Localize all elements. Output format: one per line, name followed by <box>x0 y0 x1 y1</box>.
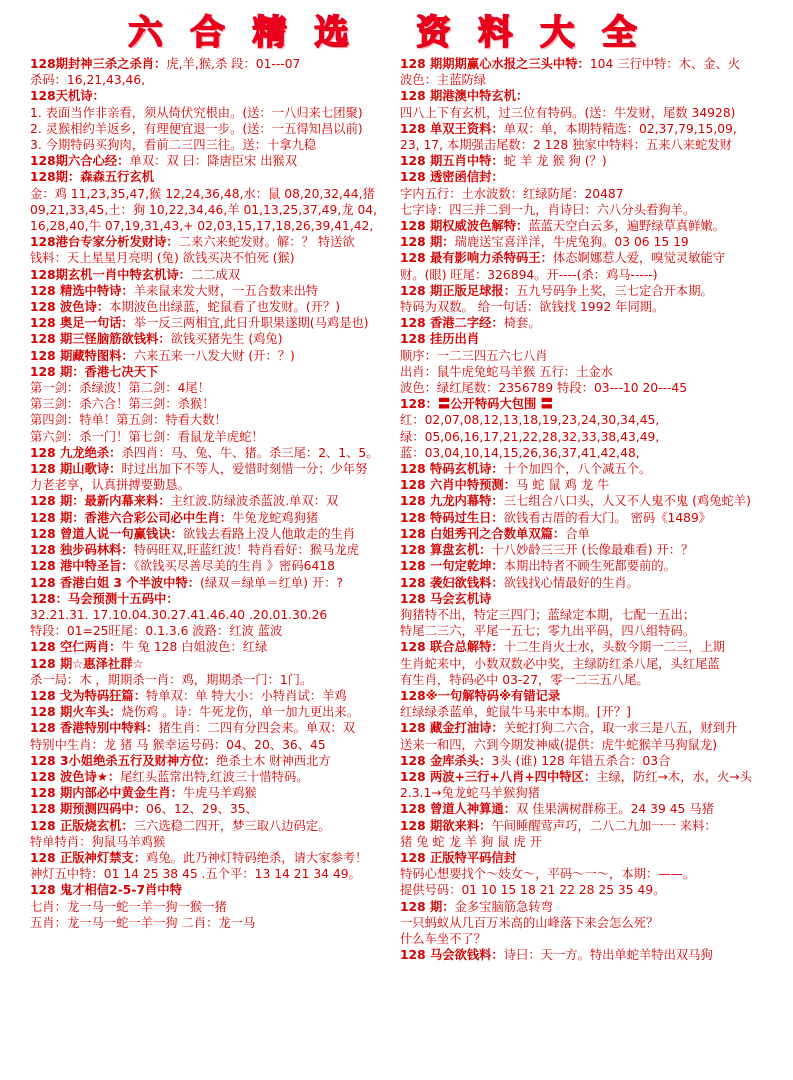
item-heading: 128 期山歌诗： <box>30 462 122 477</box>
text-line <box>30 412 418 428</box>
item-content: 23, 17, 本期强击尾数：2 128 独家中特料：五来八来蛇发财 <box>400 138 732 153</box>
item-content: 五九号码争上奖，三七定合开本期。 <box>516 283 713 298</box>
text-line <box>400 931 788 947</box>
text-line <box>30 688 418 704</box>
text-line <box>30 720 418 736</box>
item-heading: 128 鬼才相信2-5-7肖中特 <box>30 883 182 898</box>
text-line <box>400 672 788 688</box>
item-content: 双 佳果满树群称王。24 39 45 马猪 <box>516 802 714 817</box>
item-content: 字内五行：土水波数：红绿防尾：20487 <box>400 186 624 201</box>
text-line <box>30 656 418 672</box>
item-content: 第六剑：杀一门！第七剑：看鼠龙羊虎蛇！ <box>30 429 264 444</box>
item-heading: 128 期港澳中特玄机： <box>400 89 529 104</box>
item-content: 欲钱找心情最好的生肖。 <box>503 575 640 590</box>
text-line <box>30 899 418 915</box>
item-heading: 128 期期期赢心水报之三头中特： <box>400 57 590 71</box>
item-heading: 128 期预测四码中： <box>30 802 147 817</box>
text-line <box>30 364 418 380</box>
item-content: 尾红头蓝常出特,红波三十惜特码。 <box>120 769 309 784</box>
item-heading: 128 九龙绝杀： <box>30 445 122 460</box>
item-heading: 128 马会玄机诗 <box>400 591 492 606</box>
item-content: 椅套。 <box>503 316 541 331</box>
text-line <box>30 558 418 574</box>
item-content: 第四剑：特单！第五剑：特看大数！ <box>30 413 227 428</box>
item-heading: 128 香港白姐 3 个半波中特： <box>30 575 201 590</box>
item-content: 猪 兔 蛇 龙 羊 狗 鼠 虎 开 <box>400 834 542 849</box>
text-line <box>30 331 418 347</box>
item-heading: 128 期☆惠泽社群☆ <box>30 656 144 671</box>
text-line <box>30 493 418 509</box>
text-line <box>30 186 418 202</box>
text-line <box>400 283 788 299</box>
text-line <box>30 283 418 299</box>
item-content: (绿双＝绿单＝红单) 开：? <box>200 575 344 590</box>
item-content: 杀码：16,21,43,46, <box>30 73 146 88</box>
text-line <box>400 493 788 509</box>
item-heading: 128 一句定乾坤： <box>400 559 504 574</box>
item-content: 主绿，防红→木，水，火→头 <box>596 769 753 784</box>
item-content: 十二生肖火土水，头数今期一二三，上期 <box>503 640 726 655</box>
item-content: 十个加四个，八个减五个。 <box>503 462 652 477</box>
item-content: 2.3.1→兔龙蛇马羊猴狗猪 <box>400 786 540 801</box>
item-heading: 128期封神三杀之杀肖： <box>30 57 167 71</box>
item-heading: 128 期内部必中黄金生肖： <box>30 786 183 801</box>
item-content: 波色：主蓝防绿 <box>400 73 487 88</box>
item-content: 3. 今期特码买狗肉，看前二三四三往。送：十拿九稳 <box>30 138 317 153</box>
item-heading: 128 香港二字经： <box>400 316 504 331</box>
item-content: 七字诗：四三并二到一九，肖诗曰：六八分头看狗羊。 <box>400 202 696 217</box>
text-line <box>400 477 788 493</box>
item-heading: 128 最有影响力杀特码王： <box>400 251 553 266</box>
text-line <box>400 704 788 720</box>
text-line <box>400 56 788 72</box>
item-content: 104 三行中特：木、金、火 <box>589 57 741 71</box>
item-heading: 128期玄机一肖中特玄机诗： <box>30 267 191 282</box>
text-line <box>400 526 788 542</box>
item-heading: 128 袭妇欲钱料： <box>400 575 504 590</box>
text-line <box>400 720 788 736</box>
text-line <box>30 769 418 785</box>
item-content: 马 蛇 鼠 鸡 龙 牛 <box>516 478 610 493</box>
text-line <box>400 121 788 137</box>
text-line <box>30 250 418 266</box>
item-heading: 128 正版烧玄机： <box>30 818 134 833</box>
item-content: 《欲钱买尽善尽美的生肖 》密码6418 <box>133 559 335 574</box>
item-content: 羊来鼠来发大财，一五合数来出特 <box>133 283 319 298</box>
item-content: 杀四肖：马、兔、牛、猪。杀三尾：2、1、5。 <box>121 445 379 460</box>
text-line <box>30 72 418 88</box>
text-line <box>30 477 418 493</box>
item-content: 特单双：单 特大小：小特肖试：羊鸡 <box>146 688 347 703</box>
item-heading: 128 港中特圣旨： <box>30 559 134 574</box>
item-heading: 128 白姐秀刊之合数单双篇： <box>400 526 566 541</box>
text-line <box>30 623 418 639</box>
text-line <box>30 672 418 688</box>
item-heading: 128 期火车头： <box>30 705 122 720</box>
text-line <box>400 299 788 315</box>
text-line <box>400 105 788 121</box>
item-content: 三七组合八口头，人又不人鬼不鬼 (鸡兔蛇羊) <box>503 494 751 509</box>
item-heading: 128 挂历出肖 <box>400 332 480 347</box>
item-content: 午间睡醒莺声巧，二八二九加一一 来料： <box>491 818 717 833</box>
item-heading: 128 正版特平码信封 <box>400 850 517 865</box>
item-content: 牛 兔 128 白姐波色：红绿 <box>121 640 268 655</box>
item-content: 牛兔龙蛇鸡狗猪 <box>232 510 319 525</box>
item-heading: 128 期：香港六合彩公司必中生肖： <box>30 510 233 525</box>
item-heading: 128期：森森五行玄机 <box>30 170 155 185</box>
item-content: 举一反三两相宜,此日升职果遂期(马鸡是也) <box>133 316 369 331</box>
item-heading: 128 六肖中特预测： <box>400 478 517 493</box>
item-content: 鸡兔。此乃神灯特码绝杀，请大家参考！ <box>146 850 368 865</box>
item-content: 送来一和四，六到今期发神威(提供：虎牛蛇猴羊马狗鼠龙) <box>400 737 718 752</box>
item-heading: 128：〓公开特码大包围 〓 <box>400 397 553 412</box>
text-line <box>30 882 418 898</box>
item-heading: 128港台专家分析发财诗： <box>30 235 179 250</box>
item-content: 06、12、29、35、 <box>146 802 258 817</box>
item-content: 神灯五中特：01 14 25 38 45 .五个平：13 14 21 34 49。 <box>30 867 361 882</box>
text-line <box>400 575 788 591</box>
item-content: 绿：05,06,16,17,21,22,28,32,33,38,43,49, <box>400 429 660 444</box>
text-line <box>30 234 418 250</box>
item-heading: 128 期五肖中特： <box>400 154 504 169</box>
item-content: 欲钱去看路上没人他敢走的生肖 <box>182 526 356 541</box>
text-line <box>400 364 788 380</box>
text-line <box>30 801 418 817</box>
text-line <box>400 656 788 672</box>
item-content: 时过出加下不等人，爱惜时刻惜一分；少年努 <box>121 462 368 477</box>
text-line <box>400 88 788 104</box>
item-content: 二来六来蛇发财。解：？ 特送欲 <box>178 235 355 250</box>
item-content: 1. 表面当作非亲看，须从倚伏究根由。(送：一八归来七团聚) <box>30 105 363 120</box>
item-heading: 128 波色诗： <box>30 300 110 315</box>
item-heading: 128 单双王资料： <box>400 121 504 136</box>
text-line <box>400 818 788 834</box>
text-line <box>30 834 418 850</box>
text-line <box>400 688 788 704</box>
text-line <box>30 348 418 364</box>
item-content: 合单 <box>565 526 590 541</box>
item-heading: 128 期权威波色解特： <box>400 219 529 234</box>
text-line <box>30 639 418 655</box>
item-content: 特别中生肖：龙 猪 马 猴幸运号码：04、20、36、45 <box>30 737 326 752</box>
text-line <box>30 737 418 753</box>
item-content: 欲钱买猪先生 (鸡兔) <box>170 332 283 347</box>
item-content: 金多宝脑筋急转弯 <box>454 899 553 914</box>
item-heading: 128 期： <box>400 899 455 914</box>
text-line <box>30 575 418 591</box>
text-line <box>30 461 418 477</box>
item-heading: 128 奥足一句话： <box>30 316 134 331</box>
item-heading: 128 算盘玄机： <box>400 543 492 558</box>
item-content: 虎,羊,猴,杀 段：01---07 <box>166 57 301 71</box>
item-heading: 128 期： <box>400 235 455 250</box>
item-content: 特码心想要找个～妓女～，平码～一～，本期：——。 <box>400 867 696 882</box>
item-heading: 128 透密函信封： <box>400 170 504 185</box>
text-line <box>400 639 788 655</box>
item-content: 牛虎马羊鸡猴 <box>182 786 257 801</box>
item-heading: 128 期正版足球报： <box>400 283 517 298</box>
item-content: 杀一局：木 ，期期杀一肖：鸡，期期杀一门：1门。 <box>30 672 313 687</box>
text-line <box>400 882 788 898</box>
text-line <box>30 785 418 801</box>
item-content: 什么车坐不了？ <box>400 931 487 946</box>
text-line <box>400 396 788 412</box>
text-line <box>400 380 788 396</box>
item-content: 四八上下有玄机，过三位有特码。(送：牛发财，尾数 34928) <box>400 105 736 120</box>
text-line <box>30 121 418 137</box>
text-line <box>400 623 788 639</box>
text-line <box>400 753 788 769</box>
text-line <box>400 169 788 185</box>
text-line <box>30 380 418 396</box>
item-heading: 128 特码过生日： <box>400 510 504 525</box>
item-content: 蓝蓝天空白云多，遍野绿草真鲜嫩。 <box>528 219 726 234</box>
text-line <box>400 558 788 574</box>
item-content: 五肖：龙一马一蛇一羊一狗 二肖：龙一马 <box>30 915 256 930</box>
text-line <box>400 137 788 153</box>
item-content: 金：鸡 11,23,35,47,猴 12,24,36,48,水：鼠 08,20,32,44,猪 <box>30 186 375 201</box>
item-content: 红：02,07,08,12,13,18,19,23,24,30,34,45, <box>400 413 660 428</box>
text-line <box>400 947 788 963</box>
item-content: 二二成双 <box>190 267 241 282</box>
item-heading: 128天机诗： <box>30 89 105 104</box>
item-heading: 128 期三怪脑筋欲钱料： <box>30 332 171 347</box>
text-line <box>30 607 418 623</box>
text-line <box>400 429 788 445</box>
text-line <box>30 299 418 315</box>
text-line <box>400 250 788 266</box>
text-line <box>400 542 788 558</box>
item-content: 瑞鹿送宝喜洋洋，牛虎兔狗。03 06 15 19 <box>454 235 689 250</box>
item-content: 32.21.31. 17.10.04.30.27.41.46.40 .20.01.30.26 <box>30 607 328 622</box>
item-content: 猪生肖：二四有分四会来。单双：双 <box>158 721 356 736</box>
text-line <box>30 105 418 121</box>
text-line <box>30 202 418 218</box>
text-line <box>30 429 418 445</box>
item-content: 第一剑：杀绿波！第二剑：4尾！ <box>30 381 210 396</box>
item-content: 一只蚂蚁从几百万米高的山峰落下来会怎么死？ <box>400 915 659 930</box>
item-heading: 128 精选中特诗： <box>30 283 134 298</box>
text-line <box>30 591 418 607</box>
text-line <box>30 445 418 461</box>
page-banner <box>0 0 793 58</box>
text-line <box>400 915 788 931</box>
item-content: 16,28,40,牛 07,19,31,43,+ 02,03,15,17,18,26,39,41,42, <box>30 219 374 234</box>
item-heading: 128 金库杀头： <box>400 753 492 768</box>
right-column <box>400 56 788 1076</box>
banner-title: 六合精选 资料大全 <box>128 12 665 53</box>
item-heading: 128 正版神灯禁支： <box>30 850 147 865</box>
text-line <box>400 866 788 882</box>
text-line <box>400 186 788 202</box>
item-heading: 128 独步码林料： <box>30 543 134 558</box>
item-content: 体态婀娜惹人爱，嗅觉灵敏能守 <box>552 251 726 266</box>
item-heading: 128 期藏特图料： <box>30 348 134 363</box>
item-content: 七肖：龙一马一蛇一羊一狗一猴一猪 <box>30 899 227 914</box>
item-heading: 128 期：香港七决天下 <box>30 364 159 379</box>
item-content: 3头 (谁) 128 年错五杀合：03合 <box>491 753 671 768</box>
text-line <box>30 818 418 834</box>
item-content: 钱料：天上星星月亮明 (兔) 欲钱买决不怕死 (猴) <box>30 251 295 266</box>
item-content: 蛇 羊 龙 猴 狗 (？) <box>503 154 607 169</box>
item-heading: 128 3小姐绝杀五行及财神方位： <box>30 753 217 768</box>
item-content: 有生肖，特码必中 03-27，零一二三五八尾。 <box>400 672 649 687</box>
item-heading: 128 曾道人说一句赢钱诀： <box>30 526 183 541</box>
item-content: 09,21,33,45,土：狗 10,22,34,46,羊 01,13,25,37,49,龙 04, <box>30 202 377 217</box>
item-content: 波色：绿红尾数：2356789 特段：03---10 20---45 <box>400 381 688 396</box>
text-line <box>400 591 788 607</box>
item-heading: 128 香港特别中特料： <box>30 721 159 736</box>
item-content: 生肖蛇来中，小数双数必中奖，主绿防红杀八尾，头红尾蓝 <box>400 656 720 671</box>
text-line <box>400 315 788 331</box>
item-content: 主红波.防绿波杀蓝波.单双：双 <box>170 494 339 509</box>
item-content: 诗曰：天一方。特出单蛇羊特出双马狗 <box>503 948 713 963</box>
item-heading: 128 戈为特码狂篇： <box>30 688 147 703</box>
left-column <box>30 56 418 1076</box>
text-line <box>400 72 788 88</box>
text-line <box>30 153 418 169</box>
item-heading: 128 期：最新内幕来料： <box>30 494 171 509</box>
text-line <box>30 56 418 72</box>
text-line <box>30 88 418 104</box>
text-line <box>400 412 788 428</box>
item-content: 单双：双 曰：降唐臣宋 出猴双 <box>129 154 298 169</box>
text-line <box>30 866 418 882</box>
item-content: 烧伤鸡 。诗：牛死龙伤，单一加九更出来。 <box>121 705 359 720</box>
text-line <box>400 218 788 234</box>
item-heading: 128※一句解特码※有错记录 <box>400 688 561 703</box>
item-content: 蓝：03,04,10,14,15,26,36,37,41,42,48, <box>400 445 640 460</box>
text-line <box>400 461 788 477</box>
item-content: 本期出特者不顾生死都要前的。 <box>503 559 676 574</box>
text-line <box>30 704 418 720</box>
item-heading: 128 波色诗★： <box>30 769 121 784</box>
item-content: 特尾二三六，平尾一五七；零九出平码，四八组特码。 <box>400 624 696 639</box>
item-content: 单双：单，本期特精选：02,37,79,15,09, <box>503 121 737 136</box>
text-line <box>400 445 788 461</box>
item-content: 第三剑：杀六合！第三剑：杀猴！ <box>30 397 215 412</box>
item-heading: 128 期欲来料： <box>400 818 492 833</box>
item-content: 特段：01=25旺尾：0.1.3.6 波路：红波 蓝波 <box>30 624 283 639</box>
item-content: 十八妙龄三三开 (长像最难看) 开：？ <box>491 543 694 558</box>
item-heading: 128期六合心经： <box>30 154 130 169</box>
text-line <box>30 315 418 331</box>
text-line <box>400 202 788 218</box>
item-heading: 128 特码玄机诗： <box>400 462 504 477</box>
item-content: 红绿绿杀蓝单，蛇鼠牛马来中本期。[开？] <box>400 705 631 720</box>
item-content: 特码为双数。 给一句话：欲钱找 1992 年同期。 <box>400 300 665 315</box>
item-heading: 128 马会欲钱料： <box>400 948 504 963</box>
text-line <box>400 785 788 801</box>
item-content: 狗猪特不出，特定三四门；蓝绿定本期，七配一五出； <box>400 607 696 622</box>
item-content: 本期波色出绿蓝，蛇鼠看了也发财。(开？) <box>109 300 341 315</box>
text-line <box>30 218 418 234</box>
text-line <box>30 915 418 931</box>
text-line <box>30 396 418 412</box>
text-line <box>30 753 418 769</box>
text-line <box>400 510 788 526</box>
item-content: 特码旺双,旺蓝红波！特肖看好：猴马龙虎 <box>133 543 359 558</box>
item-content: 财。(眼) 旺尾：326894。开----(杀：鸡马-----) <box>400 267 658 282</box>
text-line <box>400 607 788 623</box>
item-heading: 128 曾道人神算通： <box>400 802 517 817</box>
item-content: 六来五来一八发大财 (开：？) <box>133 348 295 363</box>
text-line <box>400 899 788 915</box>
item-content: 2. 灵猴相约羊返乡，有理便宜退一步。(送：一五得知昌以前) <box>30 121 363 136</box>
item-heading: 128：马会预测十五码中： <box>30 591 179 606</box>
item-content: 顺序：一二三四五六七八肖 <box>400 348 548 363</box>
text-line <box>400 153 788 169</box>
text-line <box>400 331 788 347</box>
text-line <box>30 169 418 185</box>
item-content: 三六选稳二四开，梦三取八边码定。 <box>133 818 331 833</box>
item-heading: 128 九龙内幕特： <box>400 494 504 509</box>
item-content: 出肖：鼠牛虎兔蛇马羊猴 五行：土金水 <box>400 364 613 379</box>
text-line <box>400 737 788 753</box>
item-heading: 128 藏金打油诗： <box>400 721 504 736</box>
item-content: 绝杀土木 财神西北方 <box>216 753 331 768</box>
text-line <box>30 137 418 153</box>
text-line <box>30 850 418 866</box>
text-line <box>400 769 788 785</box>
text-line <box>400 348 788 364</box>
item-content: 欲钱看古厝的看大门。 密码《1489》 <box>503 510 712 525</box>
item-content: 提供号码：01 10 15 18 21 22 28 25 35 49。 <box>400 883 666 898</box>
item-heading: 128 联合总解特： <box>400 640 504 655</box>
text-line <box>400 801 788 817</box>
item-content: 力老老享，认真拼搏要勤恳。 <box>30 478 190 493</box>
text-line <box>400 267 788 283</box>
item-heading: 128 空仁两肖： <box>30 640 122 655</box>
text-line <box>400 850 788 866</box>
text-line <box>400 234 788 250</box>
text-line <box>30 526 418 542</box>
text-line <box>400 834 788 850</box>
item-content: 关蛇打狗二六合，取一求三是八五，财到升 <box>503 721 738 736</box>
item-heading: 128 两波+三行+八肖+四中特区： <box>400 769 597 784</box>
text-line <box>30 267 418 283</box>
item-content: 特单特肖：狗鼠马羊鸡猴 <box>30 834 166 849</box>
text-line <box>30 510 418 526</box>
text-line <box>30 542 418 558</box>
